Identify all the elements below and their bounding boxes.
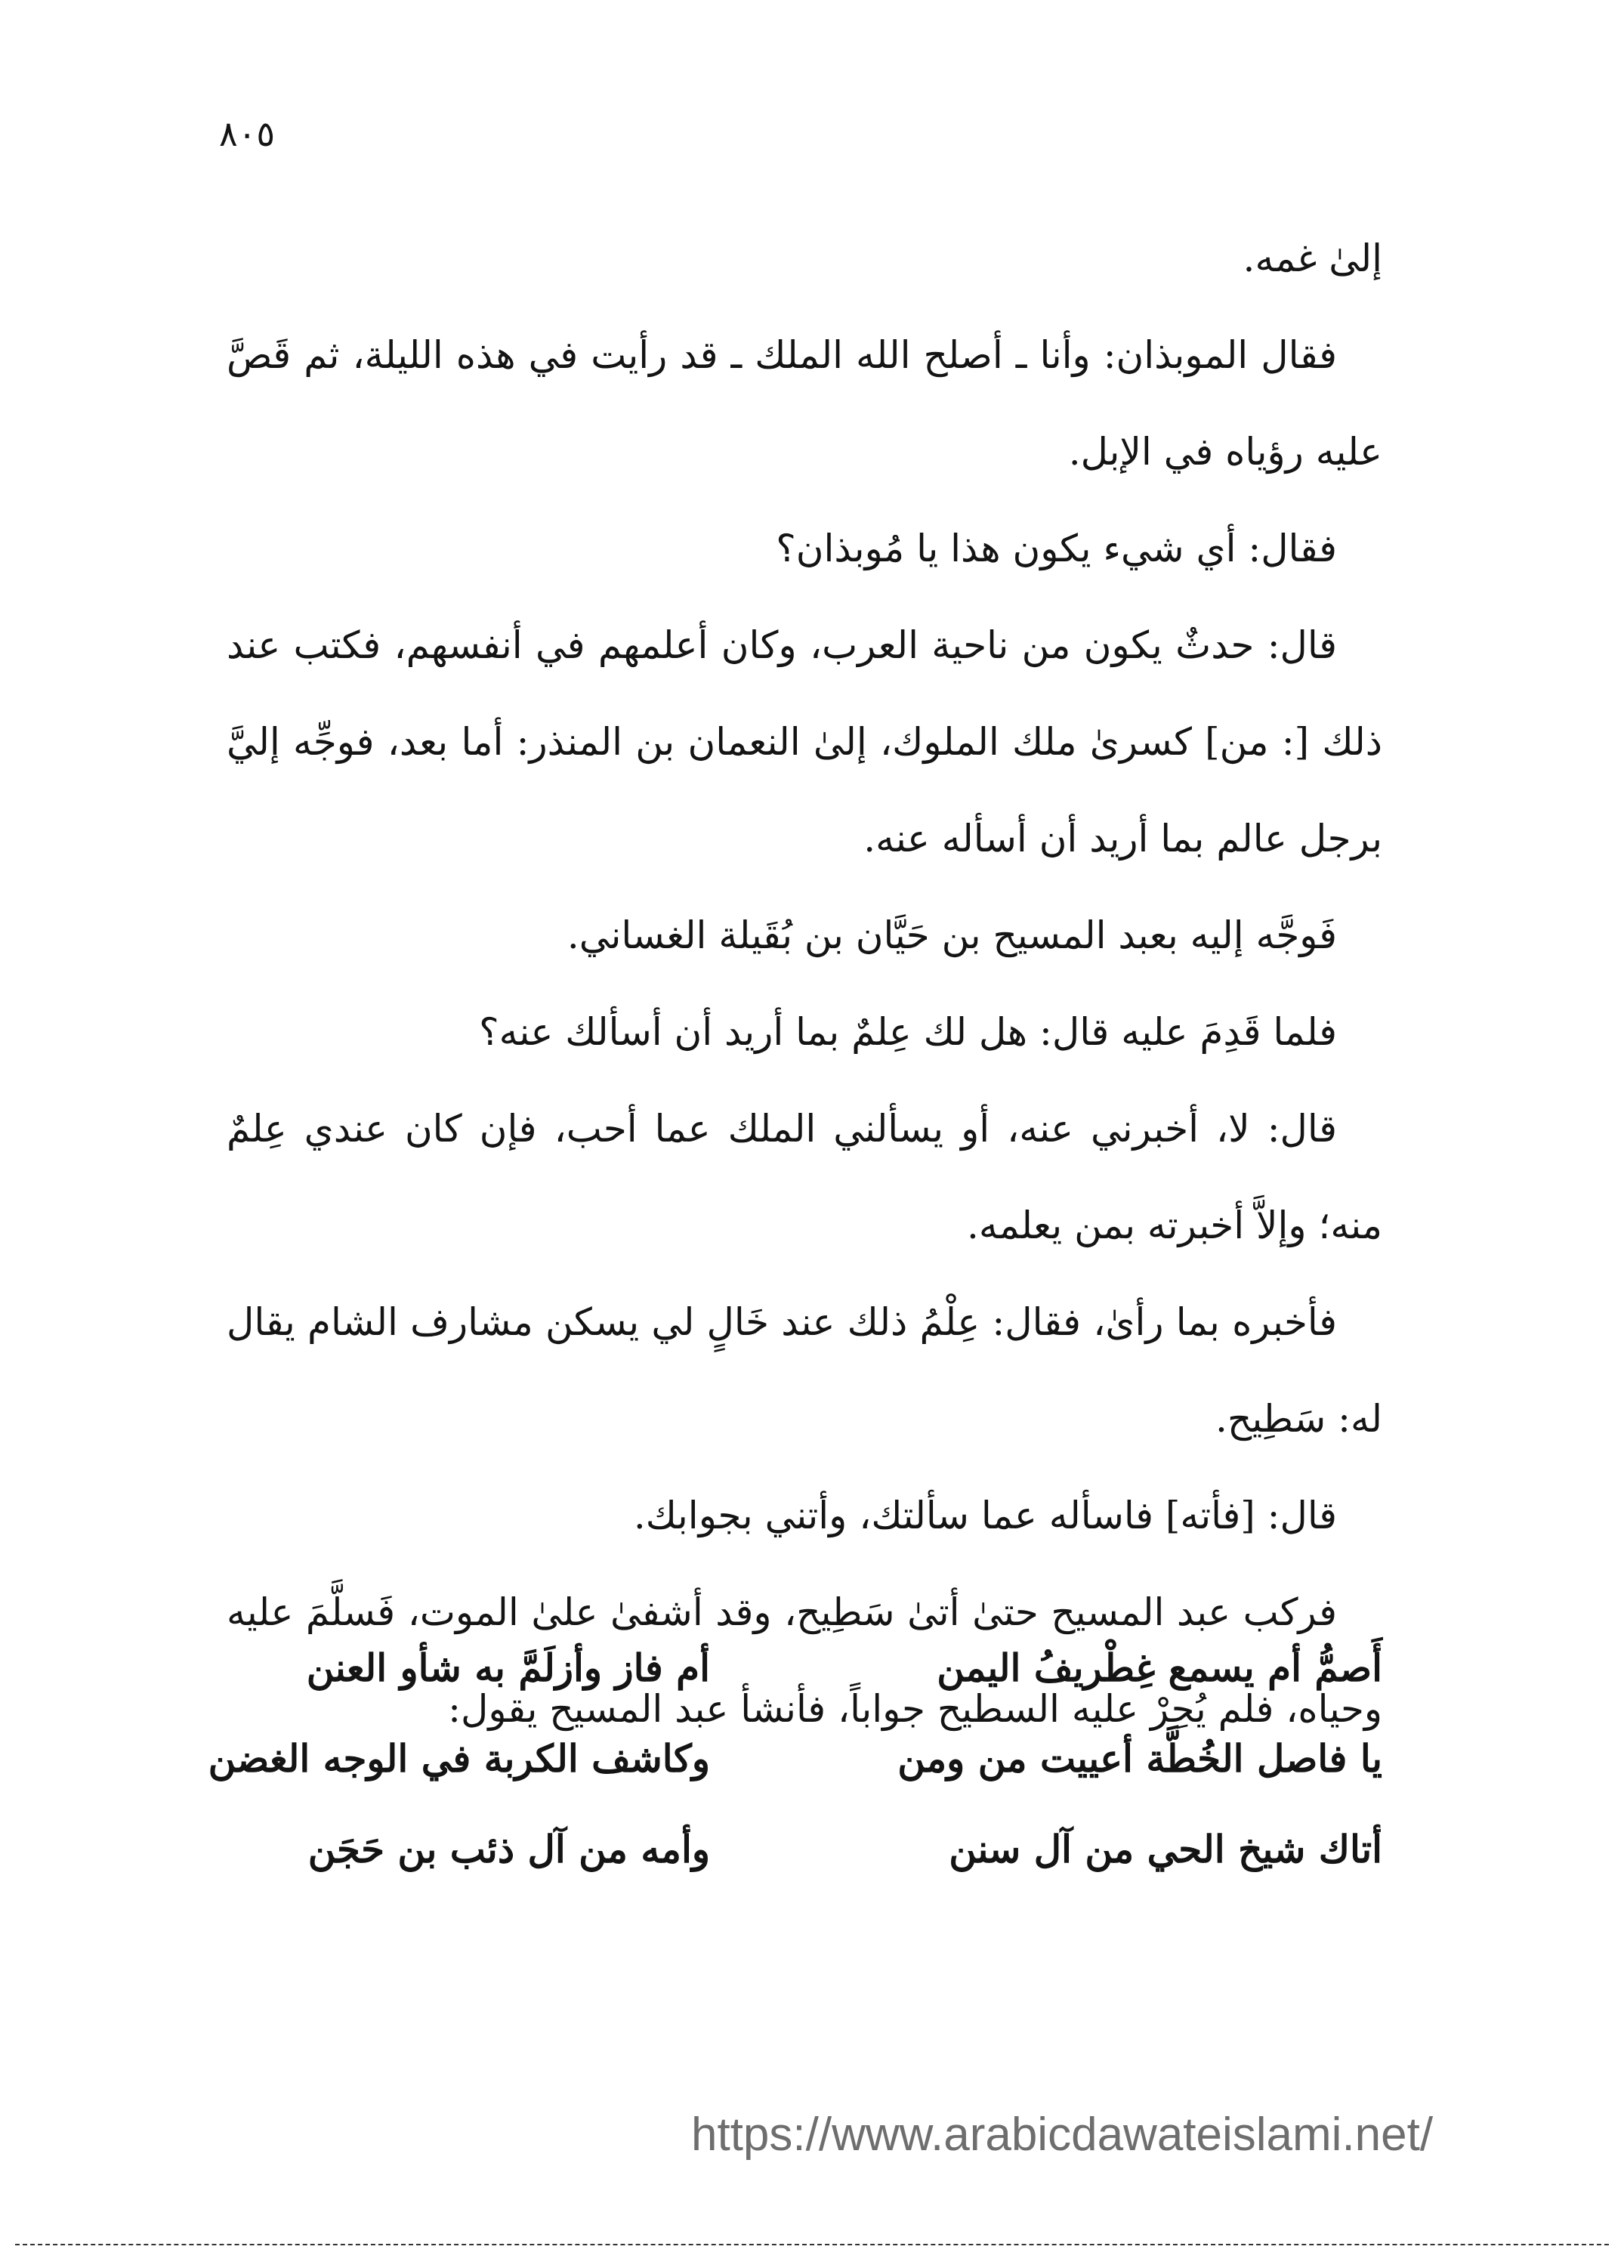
paragraph: قال: [فأته] فاسأله عما سألتك، وأتني بجوابك.: [633, 1494, 1337, 1537]
paragraph: فَوجَّه إليه بعبد المسيح بن حَيَّان بن بُقَيلة الغساني.: [567, 913, 1337, 957]
poem: [208, 1623, 1382, 1895]
paragraph: فأخبره بما رأىٰ، فقال: عِلْمُ ذلك عند خَالٍ لي يسكن مشارف الشام يقال له: سَطِيح.: [227, 1300, 1382, 1441]
poem-verse: [227, 1623, 1382, 1713]
verse-first-hemistich: أَصمُّ أم يسمع غِطْريفُ اليمن: [937, 1645, 1382, 1690]
paragraph: إلىٰ غمه.: [1243, 236, 1382, 280]
paragraph: فقال: أي شيء يكون هذا يا مُوبذان؟: [776, 527, 1337, 570]
verse-first-hemistich: أتاك شيخ الحي من آل سنن: [949, 1827, 1382, 1871]
verse-second-hemistich: أم فاز وأزلَمَّ به شأو العنن: [306, 1645, 710, 1690]
body-text: [227, 210, 1382, 1757]
paragraph: فلما قَدِمَ عليه قال: هل لك عِلمٌ بما أريد أن أسألك عنه؟: [479, 1010, 1337, 1054]
watermark-url: https://www.arabicdawateislami.net/: [691, 2109, 1434, 2161]
verse-first-hemistich: يا فاصل الخُطَّة أعييت من ومن: [897, 1736, 1382, 1781]
paragraph: قال: لا، أخبرني عنه، أو يسألني الملك عما أحب، فإن كان عندي عِلمٌ منه؛ وإلاَّ أخبرته بمن يعلمه.: [227, 1107, 1382, 1247]
poem-verse: [227, 1804, 1382, 1895]
verse-second-hemistich: وكاشف الكربة في الوجه الغضن: [208, 1736, 710, 1781]
footer-rule: [15, 2244, 1609, 2245]
poem-verse: [208, 1713, 1382, 1804]
paragraph: فقال الموبذان: وأنا ـ أصلح الله الملك ـ قد رأيت في هذه الليلة، ثم قَصَّ عليه رؤياه في الإبل.: [227, 333, 1382, 474]
paragraph: فركب عبد المسيح حتىٰ أتىٰ سَطِيح، وقد أشفىٰ علىٰ الموت، فَسلَّمَ عليه وحياه، فلم يُحِرْ عليه السطيح جواباً، فأنشأ عبد المسيح يقول:: [227, 1590, 1382, 1731]
page-number: ٨٠٥: [219, 113, 276, 154]
verse-second-hemistich: وأمه من آل ذئب بن حَجَن: [307, 1827, 710, 1871]
paragraph: قال: حدثٌ يكون من ناحية العرب، وكان أعلمهم في أنفسهم، فكتب عند ذلك [: من] كسرىٰ ملك الملوك، إلىٰ النعمان بن المنذر: أما بعد، فوجِّه إليَّ برجل عالم بما أريد أن أسأله عنه.: [227, 623, 1382, 861]
